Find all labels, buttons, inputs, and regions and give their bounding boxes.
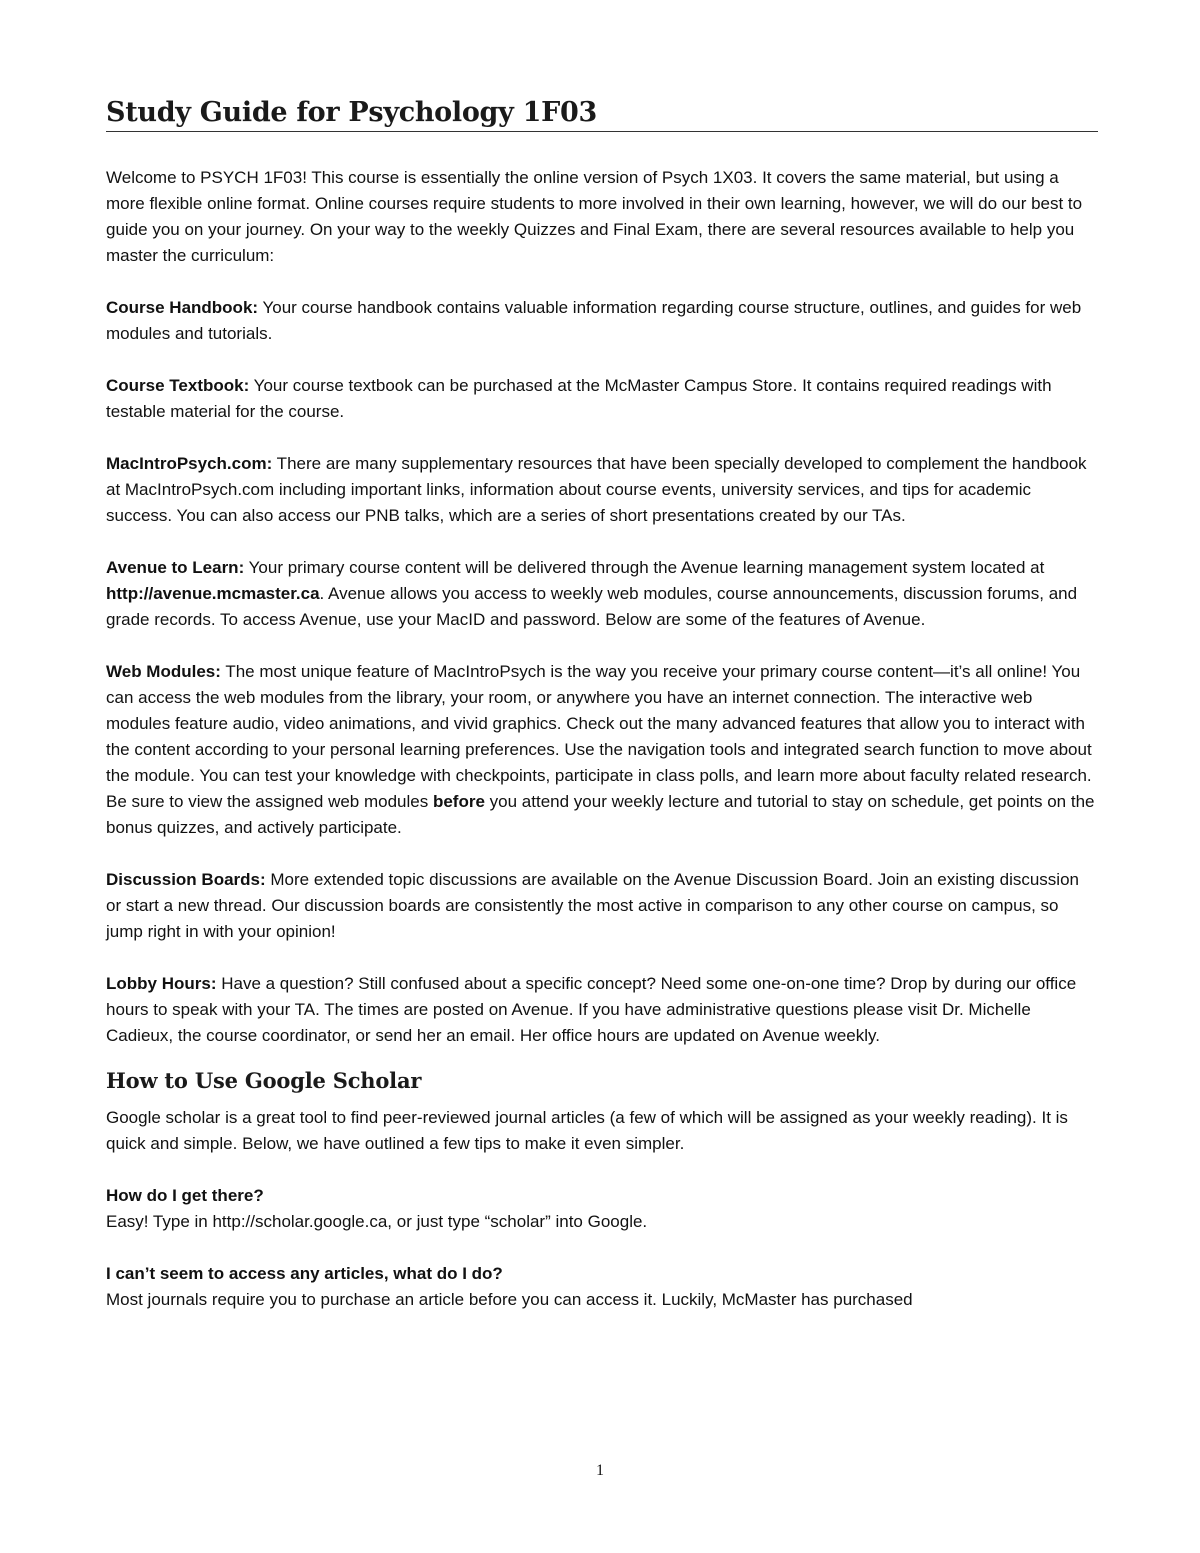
section-text: . Avenue allows you access to weekly web modules, course announcements, discussion forums, and grade records. To access Avenue, use your MacID and password. Below are some of the features of Avenue. <box>106 584 1078 629</box>
scholar-intro: Google scholar is a great tool to find peer-reviewed journal articles (a few of which will be assigned as your weekly reading). It is quick and simple. Below, we have outlined a few tips to make it even simpler. <box>106 1108 1068 1153</box>
page-number: 1 <box>596 1462 604 1479</box>
section-handbook <box>106 295 1096 347</box>
section-label: Avenue to Learn: <box>106 558 245 577</box>
section-text: There are many supplementary resources that have been specially developed to complement the handbook at MacIntroPsych.com including important links, information about course events, university services, and tips for academic success. You can also access our PNB talks, which are a series of short presentations created by our TAs. <box>106 454 1087 525</box>
faq-question-text: How do I get there? <box>106 1186 264 1205</box>
section-web-modules <box>106 659 1096 841</box>
section-text: Your course handbook contains valuable information regarding course structure, outlines, and guides for web modules and tutorials. <box>106 298 1082 343</box>
section-text: More extended topic discussions are available on the Avenue Discussion Board. Join an existing discussion or start a new thread. Our discussion boards are consistently the most active in comparison to any other course on campus, so jump right in with your opinion! <box>106 870 1079 941</box>
section-textbook <box>106 373 1096 425</box>
section-avenue <box>106 555 1096 633</box>
document-body <box>106 165 1096 1313</box>
section-text: The most unique feature of MacIntroPsych is the way you receive your primary course content—it’s all online! You can access the web modules from the library, your room, or anywhere you have an internet connection. The interactive web modules feature audio, video animations, and vivid graphics. Check out the many advanced features that allow you to interact with the content according to your personal learning preferences. Use the navigation tools and integrated search function to move about the module. You can test your knowledge with checkpoints, participate in class polls, and learn more about faculty related research. Be sure to view the assigned web modules <box>106 662 1092 811</box>
intro-paragraph: Welcome to PSYCH 1F03! This course is essentially the online version of Psych 1X03. It covers the same material, but using a more flexible online format. Online courses require students to more involved in their own learning, however, we will do our best to guide you on your journey. On your way to the weekly Quizzes and Final Exam, there are several resources available to help you master the curriculum: <box>106 168 1083 265</box>
section-label: Course Handbook: <box>106 298 259 317</box>
section-discussion-boards <box>106 867 1096 945</box>
faq-answer: Easy! Type in http://scholar.google.ca, or just type “scholar” into Google. <box>106 1212 648 1231</box>
section-text: Have a question? Still confused about a specific concept? Need some one-on-one time? Drop by during our office hours to speak with your TA. The times are posted on Avenue. If you have administrative questions please visit Dr. Michelle Cadieux, the course coordinator, or send her an email. Her office hours are updated on Avenue weekly. <box>106 974 1077 1045</box>
scholar-heading: How to Use Google Scholar <box>106 1068 422 1093</box>
document-title: Study Guide for Psychology 1F03 <box>106 97 597 128</box>
section-text: Your course textbook can be purchased at the McMaster Campus Store. It contains required readings with testable material for the course. <box>106 376 1052 421</box>
section-text: Your primary course content will be delivered through the Avenue learning management system located at <box>244 558 1045 577</box>
section-text: you attend your weekly lecture and tutorial to stay on schedule, get points on the bonus quizzes, and actively participate. <box>106 792 1095 837</box>
section-label: Course Textbook: <box>106 376 250 395</box>
faq-question <box>106 1183 1096 1209</box>
section-macintropsych <box>106 451 1096 529</box>
section-label: MacIntroPsych.com: <box>106 454 273 473</box>
title-rule <box>106 131 1098 132</box>
faq-question <box>106 1261 1096 1287</box>
section-label: Discussion Boards: <box>106 870 266 889</box>
section-lobby-hours <box>106 971 1096 1049</box>
faq-question-text: I can’t seem to access any articles, what do I do? <box>106 1264 503 1283</box>
section-label: Web Modules: <box>106 662 221 681</box>
emphasis-before: before <box>432 792 485 811</box>
section-label: Lobby Hours: <box>106 974 217 993</box>
faq-answer: Most journals require you to purchase an article before you can access it. Luckily, McMaster has purchased <box>106 1290 913 1309</box>
avenue-url: http://avenue.mcmaster.ca <box>106 584 320 603</box>
